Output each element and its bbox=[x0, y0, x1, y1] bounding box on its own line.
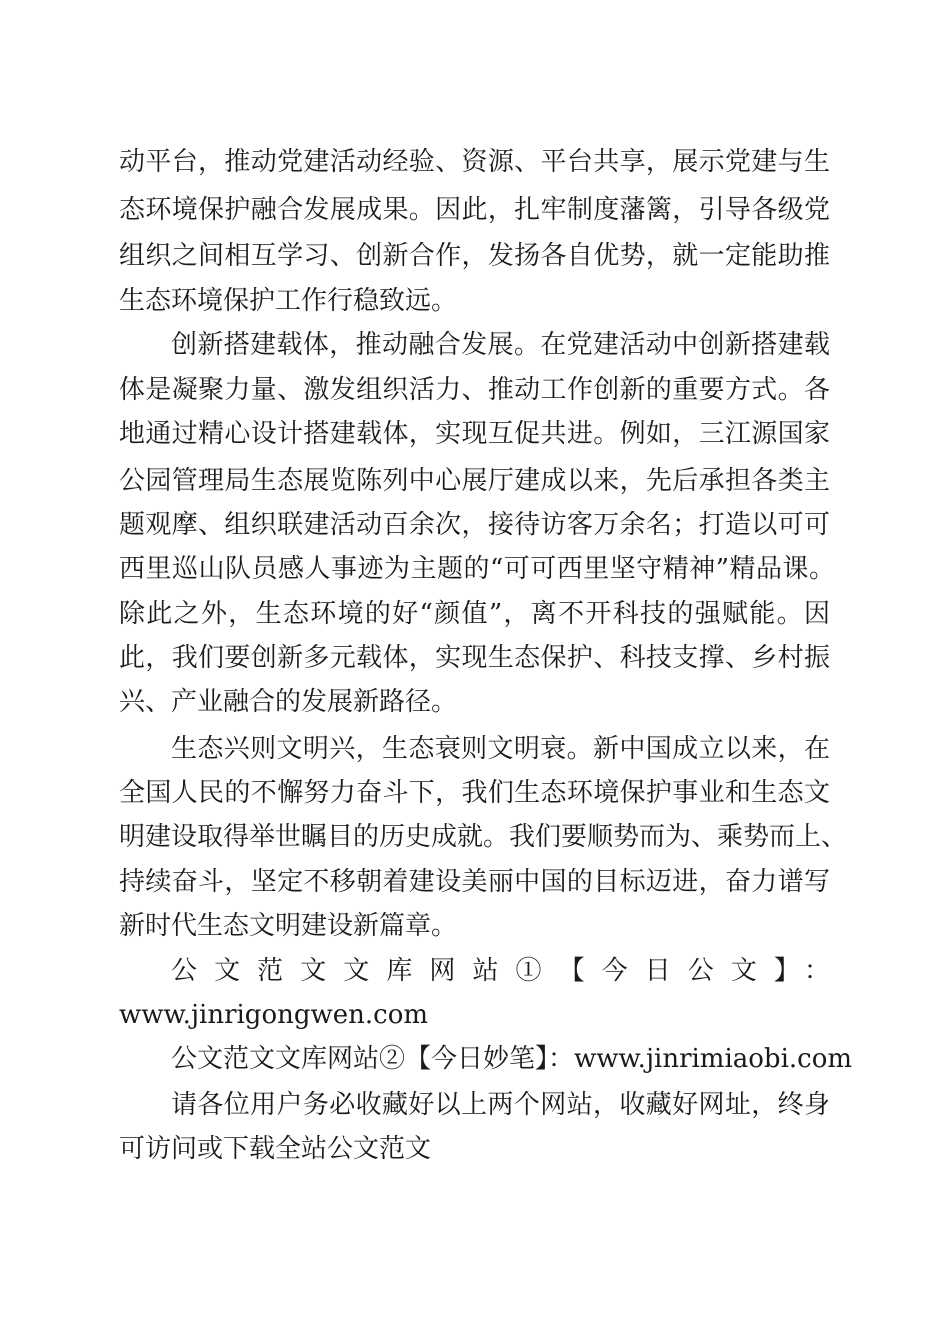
paragraph-line: 地通过精心设计搭建载体，实现互促共进。例如，三江源国家 bbox=[119, 419, 830, 449]
paragraph-line: 组织之间相互学习、创新合作，发扬各自优势，就一定能助推 bbox=[119, 241, 830, 271]
paragraph-line: 持续奋斗，坚定不移朝着建设美丽中国的目标迈进，奋力谱写 bbox=[119, 867, 830, 897]
website-line-2: 公文范文文库网站②【今日妙笔】：www.jinrimiaobi.com bbox=[171, 1044, 853, 1074]
paragraph-line: 题观摩、组织联建活动百余次，接待访客万余名；打造以可可 bbox=[119, 510, 830, 540]
paragraph-line: 除此之外，生态环境的好“颜值”，离不开科技的强赋能。因 bbox=[119, 599, 830, 629]
paragraph-line: 动平台，推动党建活动经验、资源、平台共享，展示党建与生 bbox=[119, 147, 830, 177]
paragraph-line: 体是凝聚力量、激发组织活力、推动工作创新的重要方式。各 bbox=[119, 375, 830, 405]
paragraph-line: 西里巡山队员感人事迹为主题的“可可西里坚守精神”精品课。 bbox=[119, 554, 835, 584]
notice-line: 请各位用户务必收藏好以上两个网站，收藏好网址，终身 bbox=[171, 1090, 830, 1120]
paragraph-line: 此，我们要创新多元载体，实现生态保护、科技支撑、乡村振 bbox=[119, 643, 830, 673]
notice-line: 可访问或下载全站公文范文 bbox=[119, 1134, 432, 1164]
website-url-1: www.jinrigongwen.com bbox=[119, 1000, 429, 1030]
paragraph-line: 明建设取得举世瞩目的历史成就。我们要顺势而为、乘势而上、 bbox=[119, 822, 848, 852]
paragraph-line: 态环境保护融合发展成果。因此，扎牢制度藩篱，引导各级党 bbox=[119, 195, 830, 225]
paragraph-line: 新时代生态文明建设新篇章。 bbox=[119, 911, 458, 941]
paragraph-line: 公园管理局生态展览陈列中心展厅建成以来，先后承担各类主 bbox=[119, 466, 830, 496]
paragraph-line: 全国人民的不懈努力奋斗下，我们生态环境保护事业和生态文 bbox=[119, 778, 830, 808]
paragraph-line: 创新搭建载体，推动融合发展。在党建活动中创新搭建载 bbox=[171, 330, 830, 360]
paragraph-line: 生态环境保护工作行稳致远。 bbox=[119, 286, 458, 316]
paragraph-line: 生态兴则文明兴，生态衰则文明衰。新中国成立以来，在 bbox=[171, 734, 830, 764]
website-line-1: 公文范文文库网站①【今日公文】： bbox=[171, 956, 830, 986]
paragraph-line: 兴、产业融合的发展新路径。 bbox=[119, 687, 458, 717]
